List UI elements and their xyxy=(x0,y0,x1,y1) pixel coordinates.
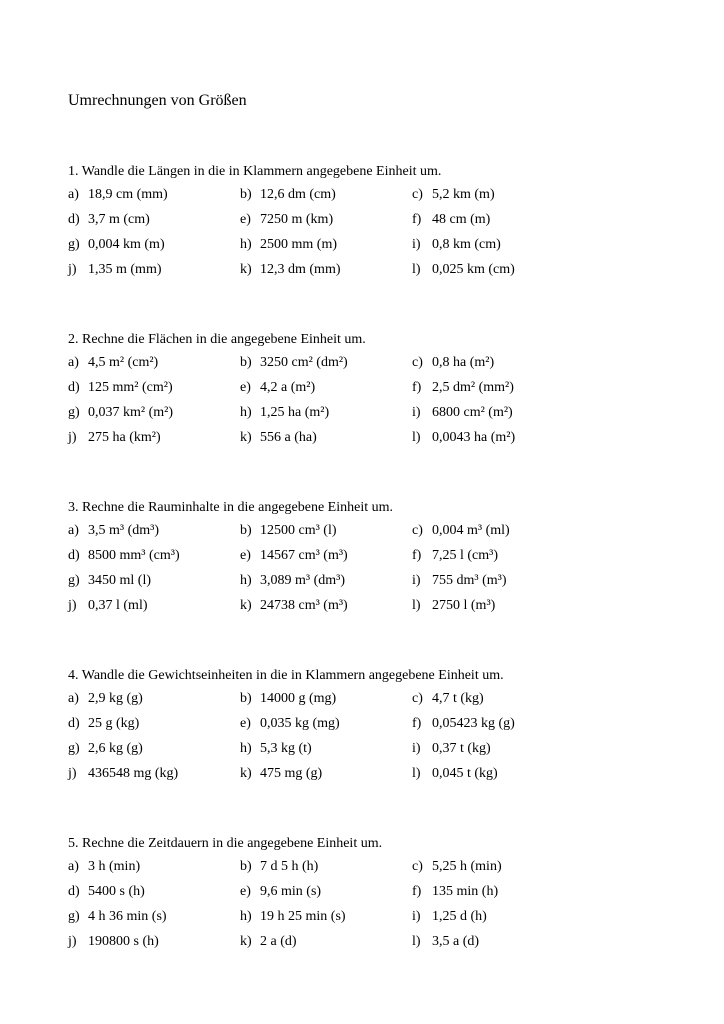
task-row xyxy=(68,261,688,286)
task-row xyxy=(68,883,688,908)
task-label: e) xyxy=(240,548,251,563)
task-label: b) xyxy=(240,523,252,538)
task-label: b) xyxy=(240,859,252,874)
task-text: 0,8 km (cm) xyxy=(432,237,501,252)
task-text: 3,5 a (d) xyxy=(432,934,480,949)
task-label: k) xyxy=(240,430,252,445)
task-label: k) xyxy=(240,766,252,781)
task-label: i) xyxy=(412,909,421,924)
task-text: 7250 m (km) xyxy=(260,212,334,227)
task-text: 3,7 m (cm) xyxy=(88,212,150,227)
task-item xyxy=(412,236,501,254)
task-label: j) xyxy=(68,934,77,949)
task-text: 2,6 kg (g) xyxy=(88,741,143,756)
task-text: 12,6 dm (cm) xyxy=(260,187,336,202)
exercise-section xyxy=(68,667,688,790)
task-item xyxy=(240,211,333,229)
task-item xyxy=(240,354,348,372)
task-item xyxy=(240,908,346,926)
task-item xyxy=(240,740,312,758)
task-item xyxy=(240,261,341,279)
task-text: 0,035 kg (mg) xyxy=(260,716,340,731)
task-item xyxy=(412,858,502,876)
task-grid xyxy=(68,186,688,286)
exercise-heading: 5. Rechne die Zeitdauern in die angegebene Einheit um. xyxy=(68,836,383,851)
task-text: 3,5 m³ (dm³) xyxy=(88,523,159,538)
task-label: f) xyxy=(412,716,422,731)
task-label: d) xyxy=(68,380,80,395)
task-item xyxy=(68,908,167,926)
task-text: 12,3 dm (mm) xyxy=(260,262,341,277)
task-item xyxy=(68,547,180,565)
task-row xyxy=(68,933,688,958)
task-label: a) xyxy=(68,691,79,706)
task-text: 5,25 h (min) xyxy=(432,859,502,874)
task-row xyxy=(68,908,688,933)
task-text: 2750 l (m³) xyxy=(432,598,496,613)
task-item xyxy=(68,690,143,708)
task-item xyxy=(68,597,148,615)
task-label: e) xyxy=(240,212,251,227)
task-row xyxy=(68,740,688,765)
task-item xyxy=(68,933,159,951)
task-item xyxy=(412,354,494,372)
task-text: 0,037 km² (m²) xyxy=(88,405,173,420)
task-text: 12500 cm³ (l) xyxy=(260,523,337,538)
task-label: h) xyxy=(240,405,252,420)
exercise-heading: 3. Rechne die Rauminhalte in die angegebene Einheit um. xyxy=(68,500,394,515)
task-item xyxy=(240,186,336,204)
task-row xyxy=(68,404,688,429)
task-item xyxy=(240,858,318,876)
task-label: l) xyxy=(412,766,421,781)
task-text: 2500 mm (m) xyxy=(260,237,337,252)
task-item xyxy=(68,858,140,876)
task-item xyxy=(68,379,173,397)
task-label: d) xyxy=(68,884,80,899)
task-item xyxy=(240,572,345,590)
task-label: c) xyxy=(412,691,423,706)
task-item xyxy=(68,715,139,733)
task-text: 4 h 36 min (s) xyxy=(88,909,167,924)
task-text: 8500 mm³ (cm³) xyxy=(88,548,180,563)
task-item xyxy=(240,236,337,254)
task-text: 7,25 l (cm³) xyxy=(432,548,499,563)
task-text: 14000 g (mg) xyxy=(260,691,337,706)
task-text: 4,2 a (m²) xyxy=(260,380,316,395)
task-text: 1,25 ha (m²) xyxy=(260,405,330,420)
page-title: Umrechnungen von Größen xyxy=(68,92,247,109)
task-label: b) xyxy=(240,355,252,370)
task-text: 135 min (h) xyxy=(432,884,499,899)
task-row xyxy=(68,211,688,236)
task-text: 4,5 m² (cm²) xyxy=(88,355,159,370)
task-label: i) xyxy=(412,237,421,252)
exercise-section xyxy=(68,835,688,958)
exercise-heading: 1. Wandle die Längen in die in Klammern angegebene Einheit um. xyxy=(68,164,442,179)
exercise-section xyxy=(68,331,688,454)
task-label: i) xyxy=(412,573,421,588)
task-label: f) xyxy=(412,548,422,563)
task-label: c) xyxy=(412,355,423,370)
task-item xyxy=(240,597,348,615)
task-label: g) xyxy=(68,909,80,924)
task-label: c) xyxy=(412,859,423,874)
task-text: 1,35 m (mm) xyxy=(88,262,162,277)
task-text: 25 g (kg) xyxy=(88,716,140,731)
task-label: h) xyxy=(240,909,252,924)
task-text: 3 h (min) xyxy=(88,859,141,874)
task-item xyxy=(412,429,515,447)
task-item xyxy=(68,261,162,279)
task-label: b) xyxy=(240,187,252,202)
task-label: a) xyxy=(68,187,79,202)
exercise-section xyxy=(68,499,688,622)
task-row xyxy=(68,236,688,261)
exercise-section xyxy=(68,163,688,286)
task-item xyxy=(240,690,336,708)
task-item xyxy=(240,522,337,540)
task-grid xyxy=(68,522,688,622)
task-label: l) xyxy=(412,598,421,613)
task-text: 19 h 25 min (s) xyxy=(260,909,346,924)
task-text: 475 mg (g) xyxy=(260,766,323,781)
task-label: g) xyxy=(68,741,80,756)
task-item xyxy=(68,211,150,229)
task-text: 3450 ml (l) xyxy=(88,573,151,588)
task-text: 6800 cm² (m²) xyxy=(432,405,513,420)
task-label: l) xyxy=(412,262,421,277)
task-text: 24738 cm³ (m³) xyxy=(260,598,348,613)
task-item xyxy=(68,522,159,540)
task-item xyxy=(68,404,173,422)
task-label: f) xyxy=(412,212,422,227)
task-text: 5,2 km (m) xyxy=(432,187,495,202)
task-item xyxy=(240,404,329,422)
task-item xyxy=(412,186,495,204)
task-label: g) xyxy=(68,573,80,588)
exercise-heading: 2. Rechne die Flächen in die angegebene Einheit um. xyxy=(68,332,366,347)
task-label: a) xyxy=(68,523,79,538)
task-label: g) xyxy=(68,405,80,420)
task-label: d) xyxy=(68,548,80,563)
task-item xyxy=(412,740,491,758)
task-label: c) xyxy=(412,523,423,538)
task-item xyxy=(68,765,178,783)
task-label: i) xyxy=(412,741,421,756)
task-row xyxy=(68,186,688,211)
task-text: 0,004 m³ (ml) xyxy=(432,523,510,538)
task-item xyxy=(412,572,507,590)
task-item xyxy=(412,933,479,951)
task-item xyxy=(412,522,510,540)
task-text: 0,025 km (cm) xyxy=(432,262,515,277)
task-text: 0,045 t (kg) xyxy=(432,766,498,781)
task-text: 0,37 l (ml) xyxy=(88,598,148,613)
task-text: 0,0043 ha (m²) xyxy=(432,430,516,445)
task-item xyxy=(412,908,487,926)
task-label: k) xyxy=(240,262,252,277)
task-text: 556 a (ha) xyxy=(260,430,317,445)
task-row xyxy=(68,522,688,547)
task-label: d) xyxy=(68,716,80,731)
task-item xyxy=(68,740,143,758)
task-item xyxy=(68,572,151,590)
task-item xyxy=(240,715,340,733)
task-label: j) xyxy=(68,430,77,445)
task-label: e) xyxy=(240,884,251,899)
task-item xyxy=(412,690,484,708)
exercise-heading: 4. Wandle die Gewichtseinheiten in die in Klammern angegebene Einheit um. xyxy=(68,668,504,683)
task-item xyxy=(240,883,321,901)
task-label: f) xyxy=(412,380,422,395)
task-text: 5,3 kg (t) xyxy=(260,741,312,756)
task-item xyxy=(412,765,498,783)
task-row xyxy=(68,429,688,454)
task-row xyxy=(68,765,688,790)
task-text: 0,05423 kg (g) xyxy=(432,716,515,731)
task-item xyxy=(412,404,513,422)
task-text: 0,004 km (m) xyxy=(88,237,165,252)
task-label: a) xyxy=(68,355,79,370)
task-label: k) xyxy=(240,598,252,613)
task-item xyxy=(412,211,490,229)
task-text: 3,089 m³ (dm³) xyxy=(260,573,345,588)
task-label: e) xyxy=(240,380,251,395)
task-text: 7 d 5 h (h) xyxy=(260,859,319,874)
task-label: l) xyxy=(412,430,421,445)
task-text: 3250 cm² (dm²) xyxy=(260,355,348,370)
task-grid xyxy=(68,690,688,790)
task-text: 18,9 cm (mm) xyxy=(88,187,168,202)
task-row xyxy=(68,572,688,597)
task-text: 0,8 ha (m²) xyxy=(432,355,495,370)
task-item xyxy=(68,236,165,254)
task-text: 9,6 min (s) xyxy=(260,884,322,899)
task-item xyxy=(240,547,348,565)
task-item xyxy=(412,261,515,279)
task-row xyxy=(68,354,688,379)
task-row xyxy=(68,379,688,404)
task-item xyxy=(68,354,158,372)
task-text: 1,25 d (h) xyxy=(432,909,487,924)
task-item xyxy=(412,883,498,901)
task-item xyxy=(412,379,514,397)
task-grid xyxy=(68,858,688,958)
task-text: 48 cm (m) xyxy=(432,212,491,227)
task-text: 755 dm³ (m³) xyxy=(432,573,507,588)
task-text: 2,9 kg (g) xyxy=(88,691,143,706)
task-item xyxy=(412,715,515,733)
task-item xyxy=(240,429,317,447)
task-label: h) xyxy=(240,741,252,756)
task-row xyxy=(68,547,688,572)
task-text: 2,5 dm² (mm²) xyxy=(432,380,514,395)
task-item xyxy=(240,933,297,951)
task-row xyxy=(68,690,688,715)
task-label: d) xyxy=(68,212,80,227)
task-label: h) xyxy=(240,573,252,588)
task-label: l) xyxy=(412,934,421,949)
task-label: b) xyxy=(240,691,252,706)
task-label: a) xyxy=(68,859,79,874)
task-label: j) xyxy=(68,262,77,277)
task-text: 5400 s (h) xyxy=(88,884,145,899)
task-grid xyxy=(68,354,688,454)
task-text: 275 ha (km²) xyxy=(88,430,161,445)
task-row xyxy=(68,715,688,740)
task-text: 436548 mg (kg) xyxy=(88,766,179,781)
task-label: i) xyxy=(412,405,421,420)
task-item xyxy=(240,379,315,397)
task-item xyxy=(68,429,161,447)
task-item xyxy=(412,597,495,615)
task-label: j) xyxy=(68,598,77,613)
task-text: 190800 s (h) xyxy=(88,934,159,949)
task-text: 14567 cm³ (m³) xyxy=(260,548,348,563)
task-label: h) xyxy=(240,237,252,252)
task-item xyxy=(68,883,145,901)
task-item xyxy=(68,186,168,204)
task-label: j) xyxy=(68,766,77,781)
task-label: g) xyxy=(68,237,80,252)
task-item xyxy=(412,547,498,565)
task-label: k) xyxy=(240,934,252,949)
task-row xyxy=(68,858,688,883)
task-label: c) xyxy=(412,187,423,202)
task-text: 2 a (d) xyxy=(260,934,297,949)
task-text: 0,37 t (kg) xyxy=(432,741,491,756)
task-row xyxy=(68,597,688,622)
task-text: 4,7 t (kg) xyxy=(432,691,484,706)
task-label: e) xyxy=(240,716,251,731)
task-text: 125 mm² (cm²) xyxy=(88,380,173,395)
task-label: f) xyxy=(412,884,422,899)
task-item xyxy=(240,765,322,783)
